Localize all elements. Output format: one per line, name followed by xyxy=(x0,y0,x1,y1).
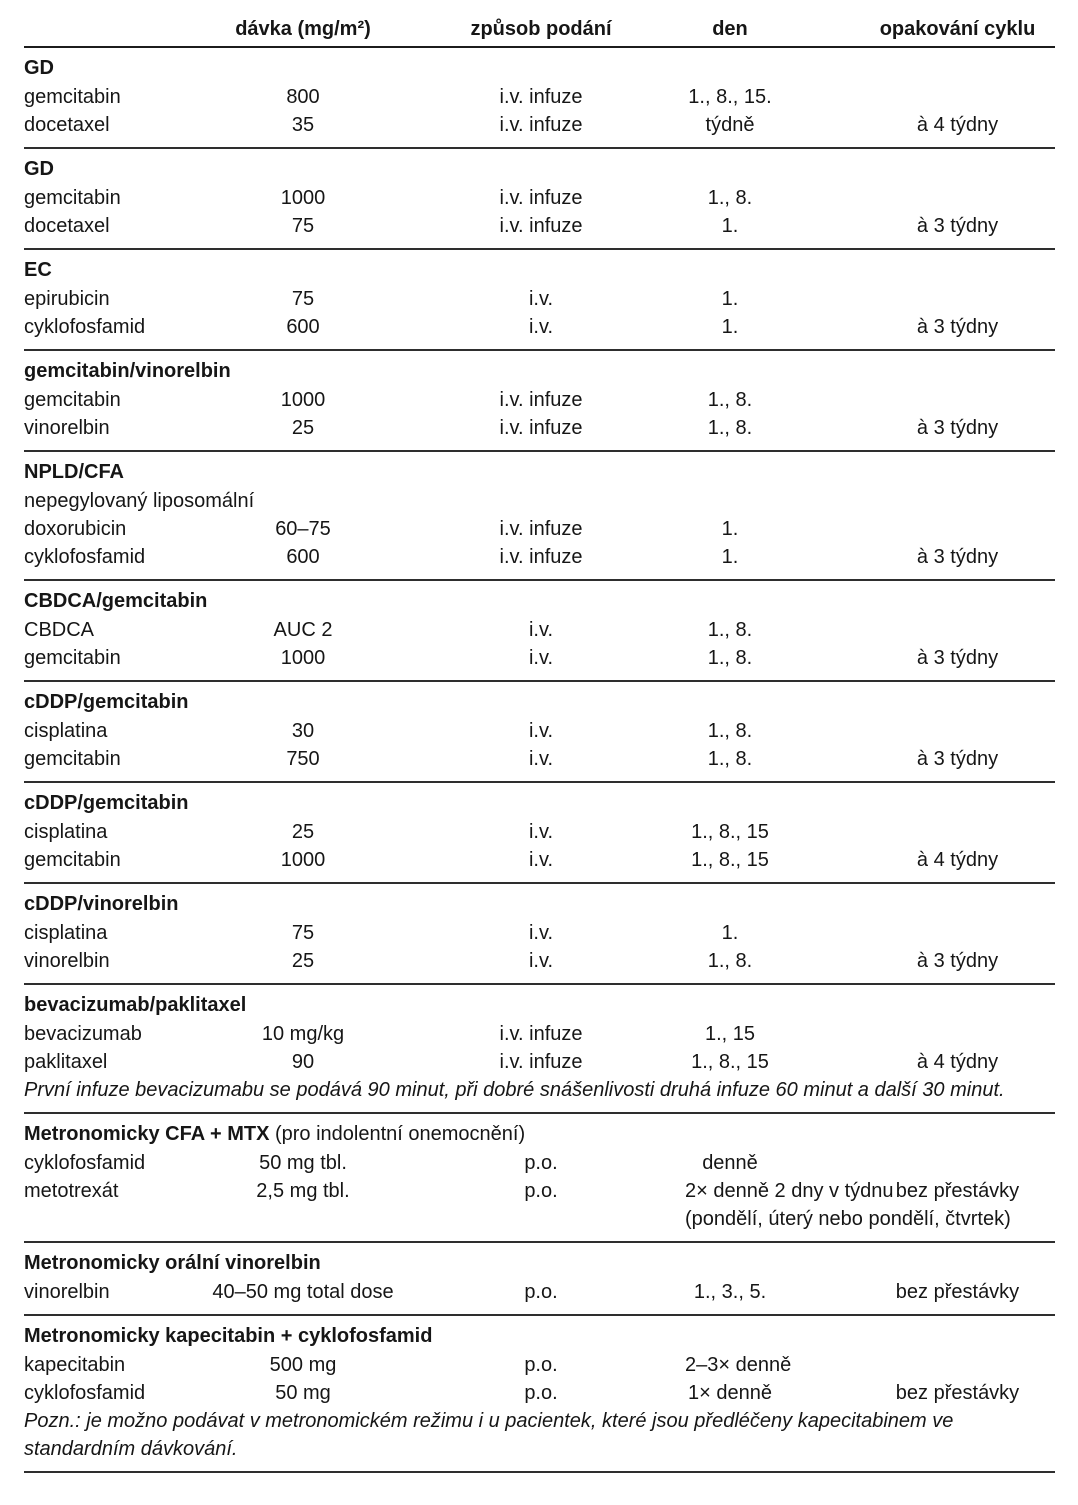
regimen-title: gemcitabin/vinorelbin xyxy=(24,360,231,382)
regimen-title: CBDCA/gemcitabin xyxy=(24,590,208,612)
cell-dose: 30 xyxy=(291,720,315,742)
cell-dose: 1000 xyxy=(280,389,326,411)
regimen-title-row xyxy=(24,457,1055,487)
cell-cycle xyxy=(775,818,1055,846)
cell-dose: 25 xyxy=(291,417,315,439)
regimen-section xyxy=(24,250,1055,351)
cell-drug-name: gemcitabin xyxy=(24,748,121,770)
cell-drug-name: metotrexát xyxy=(24,1180,119,1202)
cell-cycle: à 3 týdny xyxy=(916,417,999,439)
cell-cycle xyxy=(775,717,1055,745)
table-header-row xyxy=(24,14,1055,48)
cell-route: i.v. xyxy=(528,849,554,871)
cell-cycle xyxy=(775,919,1055,947)
cell-route: i.v. xyxy=(528,619,554,641)
cell-day: 1., 8. xyxy=(707,720,753,742)
cell-cycle: à 4 týdny xyxy=(916,849,999,871)
section-note: První infuze bevacizumabu se podává 90 minut, při dobré snášenlivosti druhá infuze 60 minut a další 30 minut. xyxy=(24,1079,1005,1101)
cell-dose: 50 mg xyxy=(275,1382,331,1404)
cell-route: i.v. xyxy=(528,316,554,338)
cell-dose: 1000 xyxy=(280,647,326,669)
cell-dose xyxy=(209,1205,397,1233)
regimen-row xyxy=(24,745,1055,773)
regimen-row xyxy=(24,386,1055,414)
cell-day: 1., 8., 15 xyxy=(691,1051,769,1073)
cell-drug-name: gemcitabin xyxy=(24,647,121,669)
regimen-row xyxy=(24,212,1055,240)
cell-drug-name: CBDCA xyxy=(24,619,95,641)
regimen-title: cDDP/vinorelbin xyxy=(24,893,179,915)
cell-drug-name: gemcitabin xyxy=(24,187,121,209)
cell-dose: 2,5 mg tbl. xyxy=(256,1180,350,1202)
cell-cycle: bez přestávky xyxy=(895,1281,1020,1303)
cell-day: 1., 8., 15 xyxy=(691,849,769,871)
regimen-title: cDDP/gemcitabin xyxy=(24,792,189,814)
cell-drug-name xyxy=(24,1205,209,1233)
cell-cycle: à 3 týdny xyxy=(916,316,999,338)
cell-day: 1. xyxy=(721,922,739,944)
cell-route: i.v. infuze xyxy=(499,546,583,568)
regimen-title-row xyxy=(24,788,1055,818)
regimen-title-row xyxy=(24,255,1055,285)
cell-dose: 25 xyxy=(291,950,315,972)
regimen-section xyxy=(24,149,1055,250)
cell-dose: 60–75 xyxy=(275,518,331,540)
regimen-section xyxy=(24,1243,1055,1316)
cell-drug-name: kapecitabin xyxy=(24,1354,126,1376)
cell-drug-name: cisplatina xyxy=(24,821,108,843)
cell-cycle: à 3 týdny xyxy=(916,748,999,770)
cell-drug-name: cisplatina xyxy=(24,720,108,742)
cell-drug-name: docetaxel xyxy=(24,215,110,237)
cell-route: i.v. infuze xyxy=(499,86,583,108)
cell-route: i.v. infuze xyxy=(499,417,583,439)
cell-day: denně xyxy=(702,1152,758,1174)
regimen-row xyxy=(24,1048,1055,1076)
regimen-title-row xyxy=(24,889,1055,919)
cell-day: 1., 8. xyxy=(707,647,753,669)
cell-drug-name: nepegylovaný liposomální xyxy=(24,490,255,512)
regimen-title: Metronomicky CFA + MTX xyxy=(24,1123,270,1145)
cell-drug-name: epirubicin xyxy=(24,288,110,310)
cell-cycle xyxy=(775,515,1055,543)
cell-dose: 750 xyxy=(286,748,320,770)
regimen-title: GD xyxy=(24,57,54,79)
cell-drug-name: cyklofosfamid xyxy=(24,316,146,338)
column-header-dose: dávka (mg/m²) xyxy=(235,18,371,40)
cell-cycle xyxy=(775,1020,1055,1048)
cell-cycle: à 4 týdny xyxy=(916,114,999,136)
cell-drug-name: vinorelbin xyxy=(24,1281,110,1303)
regimen-title: Metronomicky kapecitabin + cyklofosfamid xyxy=(24,1325,433,1347)
regimen-title: NPLD/CFA xyxy=(24,461,124,483)
cell-route: i.v. xyxy=(528,647,554,669)
regimen-row xyxy=(24,1205,1055,1233)
cell-dose xyxy=(209,487,397,515)
regimen-section xyxy=(24,1316,1055,1473)
regimen-row xyxy=(24,515,1055,543)
regimen-title-row xyxy=(24,586,1055,616)
regimen-row xyxy=(24,487,1055,515)
cell-dose: 25 xyxy=(291,821,315,843)
regimen-row xyxy=(24,616,1055,644)
cell-drug-name: gemcitabin xyxy=(24,849,121,871)
cell-cycle: bez přestávky xyxy=(895,1382,1020,1404)
cell-route: i.v. infuze xyxy=(499,187,583,209)
cell-cycle xyxy=(775,386,1055,414)
cell-route: i.v. infuze xyxy=(499,215,583,237)
cell-day: 1., 8. xyxy=(707,950,753,972)
cell-day: 1., 15 xyxy=(704,1023,756,1045)
regimen-row xyxy=(24,717,1055,745)
cell-day: 1. xyxy=(721,288,739,310)
cell-drug-name: cyklofosfamid xyxy=(24,1152,146,1174)
cell-cycle xyxy=(775,487,1055,515)
regimen-row xyxy=(24,313,1055,341)
regimen-row xyxy=(24,543,1055,571)
column-header-drug xyxy=(24,14,209,44)
cell-cycle: à 3 týdny xyxy=(916,546,999,568)
cell-dose: 600 xyxy=(286,546,320,568)
cell-cycle: à 3 týdny xyxy=(916,950,999,972)
cell-day: 2–3× denně xyxy=(685,1354,792,1376)
cell-day: 1., 8. xyxy=(707,748,753,770)
regimen-title-row xyxy=(24,1119,1055,1149)
cell-route: i.v. xyxy=(528,950,554,972)
cell-drug-name: vinorelbin xyxy=(24,417,110,439)
cell-drug-name: bevacizumab xyxy=(24,1023,142,1045)
cell-route xyxy=(397,487,685,515)
cell-day: 1., 8., 15 xyxy=(691,821,769,843)
regimen-row xyxy=(24,1177,1055,1205)
regimen-row xyxy=(24,1149,1055,1177)
regimen-title-row xyxy=(24,1248,1055,1278)
cell-dose: 75 xyxy=(291,288,315,310)
regimen-section xyxy=(24,351,1055,452)
regimen-row xyxy=(24,947,1055,975)
cell-cycle: à 3 týdny xyxy=(916,215,999,237)
regimen-row xyxy=(24,414,1055,442)
cell-route: p.o. xyxy=(524,1354,558,1376)
regimen-row xyxy=(24,184,1055,212)
cell-cycle xyxy=(775,1351,1055,1379)
cell-drug-name: docetaxel xyxy=(24,114,110,136)
cell-day: 1× denně xyxy=(688,1382,772,1404)
regimen-row xyxy=(24,818,1055,846)
cell-cycle xyxy=(775,1149,1055,1177)
cell-drug-name: gemcitabin xyxy=(24,389,121,411)
cell-dose: 800 xyxy=(286,86,320,108)
cell-cycle xyxy=(775,616,1055,644)
section-note: Pozn.: je možno podávat v metronomickém režimu i u pacientek, které jsou předléčeny kapecitabinem ve standardním dávkování. xyxy=(24,1410,954,1460)
cell-drug-name: cyklofosfamid xyxy=(24,1382,146,1404)
cell-route xyxy=(397,1205,685,1233)
cell-dose: 90 xyxy=(291,1051,315,1073)
cell-dose: AUC 2 xyxy=(273,619,333,641)
regimen-title-suffix: (pro indolentní onemocnění) xyxy=(269,1123,526,1145)
cell-day: 1., 8. xyxy=(707,187,753,209)
cell-drug-name: vinorelbin xyxy=(24,950,110,972)
cell-day: týdně xyxy=(705,114,755,136)
cell-route: i.v. infuze xyxy=(499,114,583,136)
cell-drug-name: gemcitabin xyxy=(24,86,121,108)
cell-route: p.o. xyxy=(524,1382,558,1404)
regimen-title-row xyxy=(24,1321,1055,1351)
regimen-title: GD xyxy=(24,158,54,180)
regimen-title-row xyxy=(24,687,1055,717)
cell-route: p.o. xyxy=(524,1152,558,1174)
cell-dose: 75 xyxy=(291,922,315,944)
cell-drug-name: paklitaxel xyxy=(24,1051,108,1073)
regimen-title: cDDP/gemcitabin xyxy=(24,691,189,713)
regimen-title-row xyxy=(24,53,1055,83)
cell-route: i.v. infuze xyxy=(499,1051,583,1073)
cell-route: i.v. xyxy=(528,821,554,843)
regimen-row xyxy=(24,1379,1055,1407)
cell-cycle xyxy=(775,83,1055,111)
regimen-row xyxy=(24,1020,1055,1048)
regimen-row xyxy=(24,285,1055,313)
regimen-row xyxy=(24,919,1055,947)
cell-cycle: à 4 týdny xyxy=(916,1051,999,1073)
cell-day: 1., 8. xyxy=(707,417,753,439)
cell-dose: 1000 xyxy=(280,849,326,871)
regimen-row xyxy=(24,1351,1055,1379)
cell-dose: 500 mg xyxy=(269,1354,337,1376)
regimen-title: Metronomicky orální vinorelbin xyxy=(24,1252,321,1274)
cell-day: 1., 3., 5. xyxy=(693,1281,767,1303)
cell-cycle: à 3 týdny xyxy=(916,647,999,669)
regimen-row xyxy=(24,1278,1055,1306)
regimen-section xyxy=(24,1114,1055,1243)
column-header-cycle: opakování cyklu xyxy=(879,18,1036,40)
regimen-row xyxy=(24,846,1055,874)
cell-day: 1. xyxy=(721,215,739,237)
regimen-section xyxy=(24,783,1055,884)
cell-dose: 35 xyxy=(291,114,315,136)
regimen-row xyxy=(24,83,1055,111)
cell-day: 1., 8. xyxy=(707,619,753,641)
cell-drug-name: doxorubicin xyxy=(24,518,127,540)
cell-cycle xyxy=(775,1205,1055,1233)
cell-day xyxy=(685,487,775,515)
cell-route: i.v. xyxy=(528,720,554,742)
regimen-section xyxy=(24,985,1055,1114)
cell-day: 1. xyxy=(721,316,739,338)
cell-dose: 40–50 mg total dose xyxy=(212,1281,394,1303)
table-body xyxy=(24,48,1055,1473)
cell-day: 1., 8. xyxy=(707,389,753,411)
regimen-title: bevacizumab/paklitaxel xyxy=(24,994,247,1016)
cell-cycle xyxy=(775,184,1055,212)
cell-route: i.v. xyxy=(528,748,554,770)
regimen-section xyxy=(24,452,1055,581)
cell-route: i.v. infuze xyxy=(499,1023,583,1045)
cell-route: i.v. xyxy=(528,922,554,944)
cell-dose: 1000 xyxy=(280,187,326,209)
regimen-title-row xyxy=(24,356,1055,386)
cell-day: 2× denně 2 dny v týdnu xyxy=(685,1180,894,1202)
cell-cycle xyxy=(775,285,1055,313)
cell-route: i.v. infuze xyxy=(499,518,583,540)
cell-dose: 50 mg tbl. xyxy=(259,1152,347,1174)
regimen-row xyxy=(24,644,1055,672)
regimen-section xyxy=(24,682,1055,783)
regimen-section xyxy=(24,581,1055,682)
cell-route: p.o. xyxy=(524,1180,558,1202)
cell-drug-name: cisplatina xyxy=(24,922,108,944)
cell-route: p.o. xyxy=(524,1281,558,1303)
cell-route: i.v. xyxy=(528,288,554,310)
cell-dose: 10 mg/kg xyxy=(261,1023,345,1045)
regimen-row xyxy=(24,111,1055,139)
cell-day: (pondělí, úterý nebo pondělí, čtvrtek) xyxy=(685,1208,1011,1230)
cell-day: 1. xyxy=(721,546,739,568)
cell-day: 1., 8., 15. xyxy=(688,86,772,108)
cell-day: 1. xyxy=(721,518,739,540)
regimen-section xyxy=(24,884,1055,985)
regimen-title: EC xyxy=(24,259,52,281)
column-header-day: den xyxy=(712,18,748,40)
regimen-section xyxy=(24,48,1055,149)
column-header-route: způsob podání xyxy=(470,18,612,40)
cell-dose: 75 xyxy=(291,215,315,237)
cell-dose: 600 xyxy=(286,316,320,338)
cell-route: i.v. infuze xyxy=(499,389,583,411)
regimen-title-row xyxy=(24,154,1055,184)
cell-cycle: bez přestávky xyxy=(895,1180,1020,1202)
cell-drug-name: cyklofosfamid xyxy=(24,546,146,568)
regimen-title-row xyxy=(24,990,1055,1020)
